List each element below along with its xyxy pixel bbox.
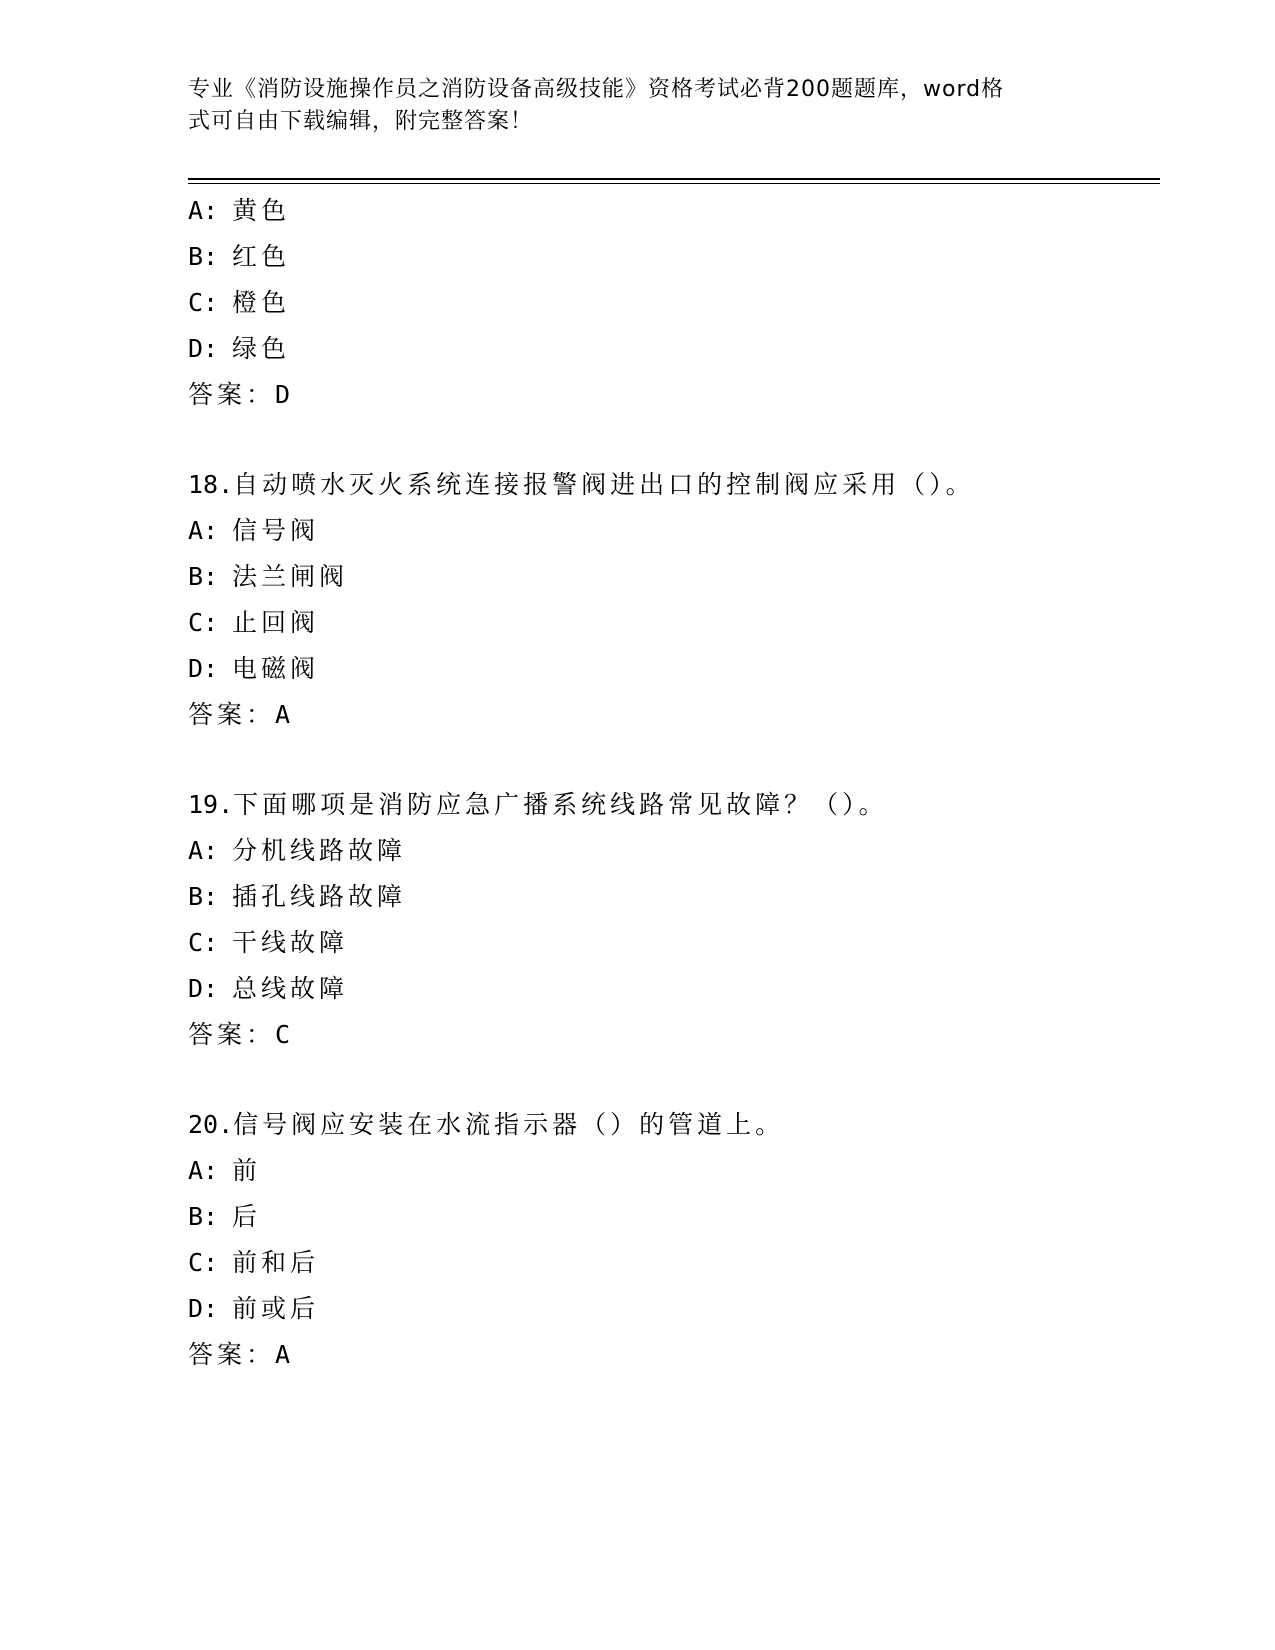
option-a: A: 前 [188,1156,262,1185]
question-stem [188,462,1158,508]
option-b: B: 红色 [188,242,291,271]
question-19 [188,782,1158,1058]
answer-line [188,1332,1158,1378]
question-stem [188,782,1158,828]
answer-label: 答案： [188,1020,276,1049]
answer-label: 答案： [188,700,276,729]
question-text: 自动喷水灭火系统连接报警阀进出口的控制阀应采用（）。 [233,470,975,499]
answer-value: D [275,380,295,409]
option-a: A: 黄色 [188,196,291,225]
header-line-2: 式可自由下载编辑，附完整答案！ [188,109,534,134]
answer-label: 答案： [188,380,276,409]
question-stem [188,1102,1158,1148]
answer-line [188,372,1158,418]
option-d: D: 电磁阀 [188,654,320,683]
option-a: A: 信号阀 [188,516,320,545]
answer-line [188,1012,1158,1058]
question-number: 19. [188,790,234,819]
answer-label: 答案： [188,1340,276,1369]
option-b: B: 后 [188,1202,262,1231]
option-d: D: 总线故障 [188,974,349,1003]
question-text: 信号阀应安装在水流指示器（）的管道上。 [233,1110,785,1139]
option-d: D: 前或后 [188,1294,320,1323]
answer-line [188,692,1158,738]
option-c: C: 橙色 [188,288,291,317]
document-header [188,74,1088,138]
question-18 [188,462,1158,738]
answer-value: A [275,700,295,729]
question-number: 20. [188,1110,234,1139]
header-divider-thick [188,178,1160,180]
question-list [188,188,1158,1378]
answer-value: A [275,1340,295,1369]
option-c: C: 干线故障 [188,928,349,957]
option-c: C: 止回阀 [188,608,320,637]
header-divider-thin [188,183,1160,184]
answer-value: C [275,1020,295,1049]
option-b: B: 法兰闸阀 [188,562,349,591]
question-17 [188,188,1158,418]
question-20 [188,1102,1158,1378]
question-number: 18. [188,470,234,499]
option-a: A: 分机线路故障 [188,836,407,865]
question-text: 下面哪项是消防应急广播系统线路常见故障？（）。 [233,790,888,819]
option-b: B: 插孔线路故障 [188,882,407,911]
option-c: C: 前和后 [188,1248,320,1277]
option-d: D: 绿色 [188,334,291,363]
header-line-1: 专业《消防设施操作员之消防设备高级技能》资格考试必背200题题库，word格 [188,77,1005,102]
